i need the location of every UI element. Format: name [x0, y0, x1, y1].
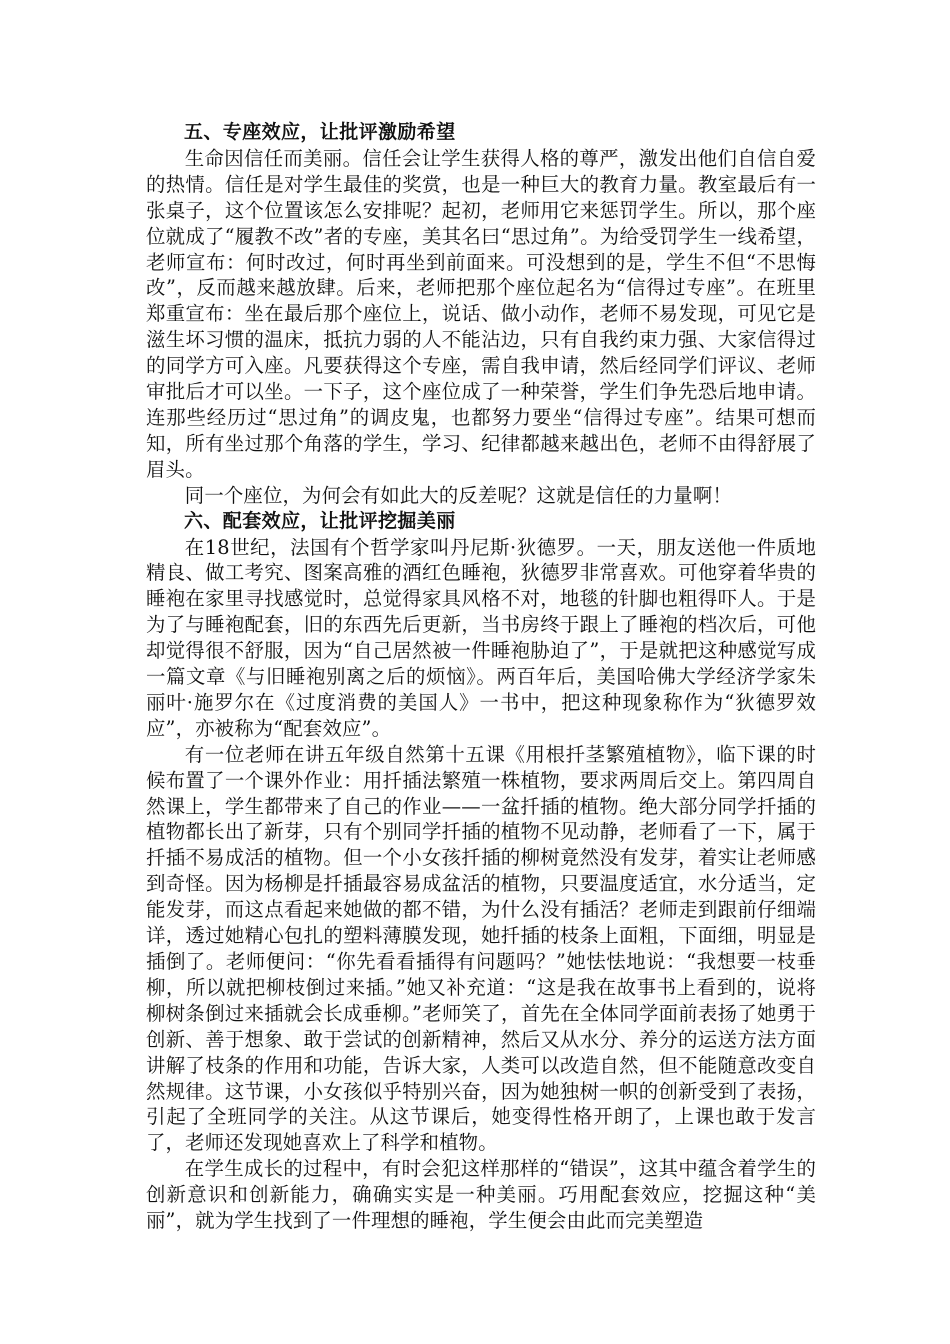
section-heading-6: 六、配套效应，让批评挖掘美丽: [184, 509, 456, 532]
paragraph-trust-conclusion: 同一个座位，为何会有如此大的反差呢？这就是信任的力量啊！: [184, 483, 732, 507]
paragraph-closing: 在学生成长的过程中，有时会犯这样那样的“错误”，这其中蕴含着学生的创新意识和创新能力，确确实实是一种美丽。巧用配套效应，挖掘这种“美丽”，就为学生找到了一件理想的睡袍，学生便会由此而完美塑造: [146, 1157, 816, 1233]
paragraph-diderot-effect: 在18世纪，法国有个哲学家叫丹尼斯·狄德罗。一天，朋友送他一件质地精良、做工考究、图案高雅的酒红色睡袍，狄德罗非常喜欢。可他穿着华贵的睡袍在家里寻找感觉时，总觉得家具风格不对，地毯的针脚也粗得吓人。于是为了与睡袍配套，旧的东西先后更新，当书房终于跟上了睡袍的档次后，可他却觉得很不舒服，因为“自己居然被一件睡袍胁迫了”，于是就把这种感觉写成一篇文章《与旧睡袍别离之后的烦恼》。两百年后，美国哈佛大学经济学家朱丽叶·施罗尔在《过度消费的美国人》一书中，把这种现象称作为“狄德罗效应”，亦被称为“配套效应”。: [146, 535, 816, 740]
paragraph-willow-story: 有一位老师在讲五年级自然第十五课《用根扦茎繁殖植物》，临下课的时候布置了一个课外作业：用扦插法繁殖一株植物，要求两周后交上。第四周自然课上，学生都带来了自己的作业——一盆扦插的植物。绝大部分同学扦插的植物都长出了新芽，只有个别同学扦插的植物不见动静，老师看了一下，属于扦插不易成活的植物。但一个小女孩扦插的柳树竟然没有发芽，着实让老师感到奇怪。因为杨柳是扦插最容易成盆活的植物，只要温度适宜，水分适当，定能发芽，而这点看起来她做的都不错，为什么没有插活？老师走到跟前仔细端详，透过她精心包扎的塑料薄膜发现，她扦插的枝条上面粗，下面细，明显是插倒了。老师便问：“你先看看插得有问题吗？”她怯怯地说：“我想要一枝垂柳，所以就把柳枝倒过来插。”她又补充道：“这是我在故事书上看到的，说将柳树条倒过来插就会长成垂柳。”老师笑了，首先在全体同学面前表扬了她勇于创新、善于想象、敢于尝试的创新精神，然后又从水分、养分的运送方法方面讲解了枝条的作用和功能，告诉大家，人类可以改造自然，但不能随意改变自然规律。这节课，小女孩似乎特别兴奋，因为她独树一帜的创新受到了表扬，引起了全班同学的关注。从这节课后，她变得性格开朗了，上课也敢于发言了，老师还发现她喜欢上了科学和植物。: [146, 742, 816, 1155]
paragraph-trust-seat: 生命因信任而美丽。信任会让学生获得人格的尊严，激发出他们自信自爱的热情。信任是对学生最佳的奖赏，也是一种巨大的教育力量。教室最后有一张桌子，这个位置该怎么安排呢？起初，老师用它来惩罚学生。所以，那个座位就成了“履教不改”者的专座，美其名曰“思过角”。为给受罚学生一线希望，老师宣布：何时改过，何时再坐到前面来。可没想到的是，学生不但“不思悔改”，反而越来越放肆。后来，老师把那个座位起名为“信得过专座”。在班里郑重宣布：坐在最后那个座位上，说话、做小动作，老师不易发现，可见它是滋生坏习惯的温床，抵抗力弱的人不能沾边，只有自我约束力强、大家信得过的同学方可入座。凡要获得这个专座，需自我申请，然后经同学们评议、老师审批后才可以坐。一下子，这个座位成了一种荣誉，学生们争先恐后地申请。连那些经历过“思过角”的调皮鬼，也都努力要坐“信得过专座”。结果可想而知，所有坐过那个角落的学生，学习、纪律都越来越出色，老师不由得舒展了眉头。: [146, 146, 816, 481]
section-heading-5: 五、专座效应，让批评激励希望: [184, 121, 456, 143]
document-page: [146, 120, 816, 1330]
